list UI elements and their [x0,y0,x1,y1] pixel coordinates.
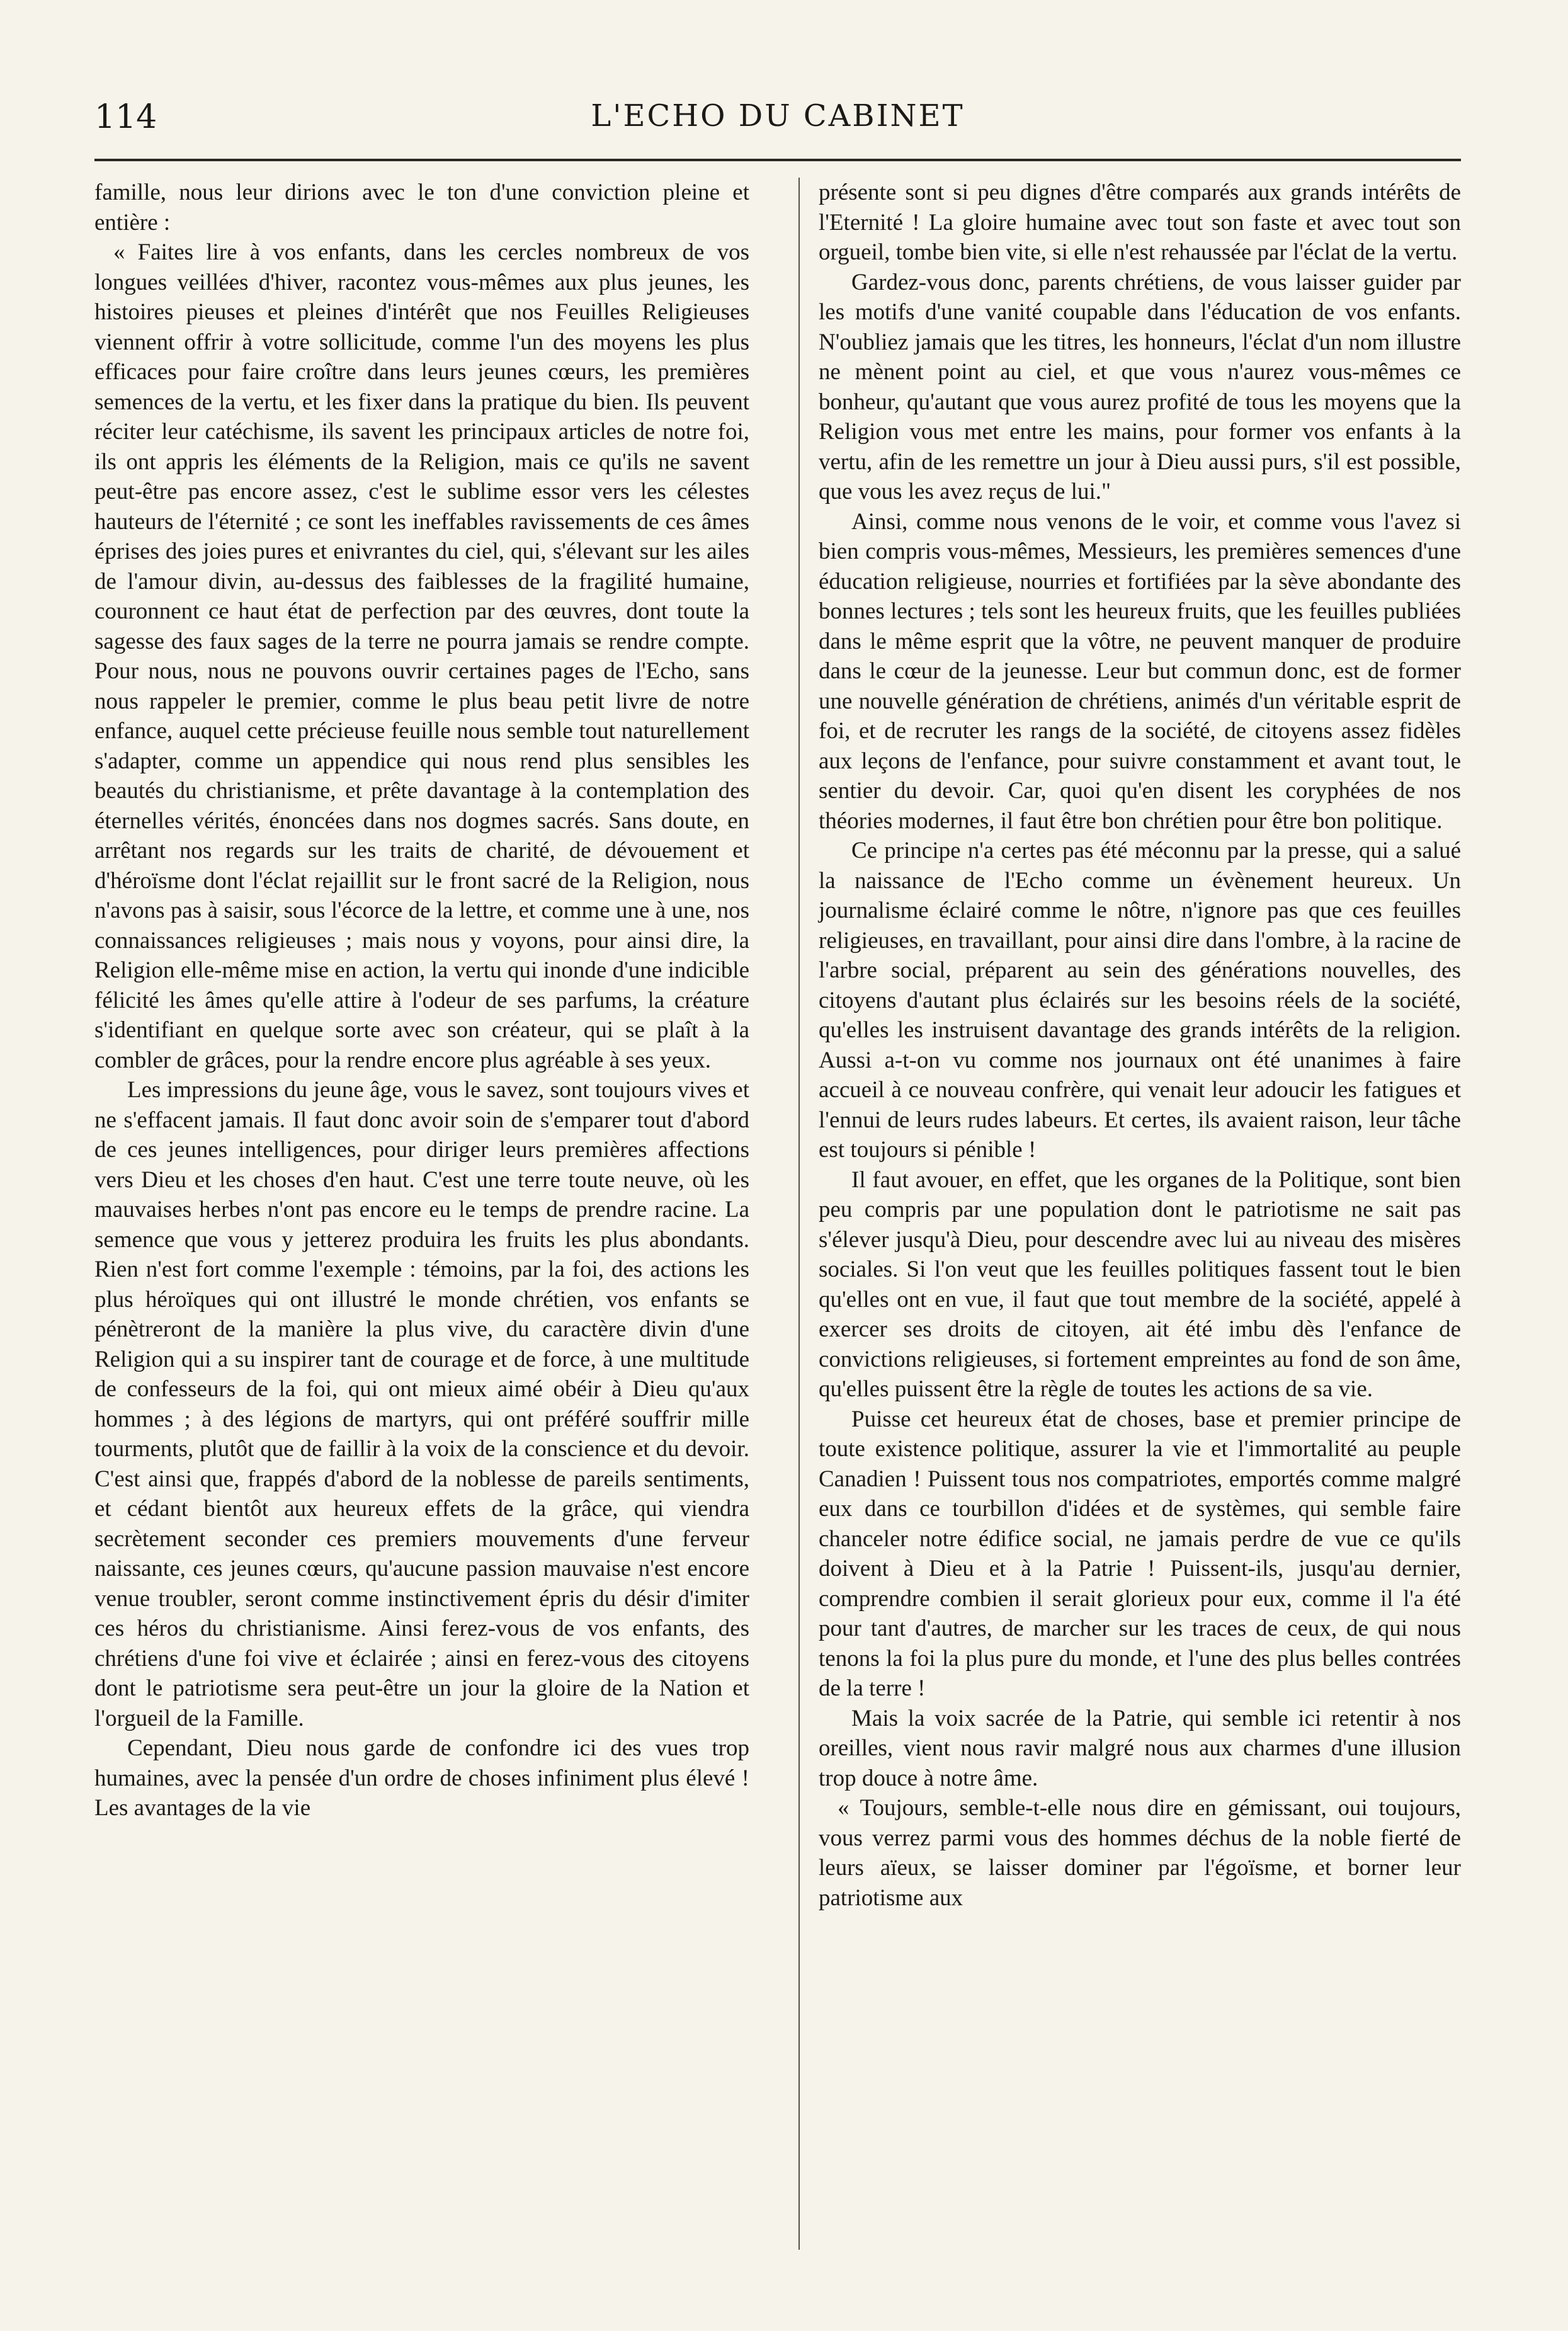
paragraph: « Faites lire à vos enfants, dans les cercles nombreux de vos longues veillées d'hiver, racontez vous-mêmes aux plus jeunes, les histoires pieuses et pleines d'intérêt que nos Feuilles Religieuses viennent offrir à votre sollicitude, comme l'un des moyens les plus efficaces pour faire croître dans leurs jeunes cœurs, les premières semences de la vertu, et les fixer dans la pratique du bien. Ils peuvent réciter leur catéchisme, ils savent les principaux articles de notre foi, ils ont appris les éléments de la Religion, mais ce qu'ils ne savent peut-être pas encore assez, c'est le sublime essor vers les célestes hauteurs de l'éternité ; ce sont les ineffables ravissements de ces âmes éprises des joies pures et enivrantes du ciel, qui, s'élevant sur les ailes de l'amour divin, au-dessus des faiblesses de la fragilité humaine, couronnent ce haut état de perfection par des œuvres, dont toute la sagesse des faux sages de la terre ne pourra jamais se rendre compte. Pour nous, nous ne pouvons ouvrir certaines pages de l'Echo, sans nous rappeler le premier, comme le plus beau petit livre de notre enfance, auquel cette précieuse feuille nous semble tout naturellement s'adapter, comme un appendice qui nous rend plus sensibles les beautés du christianisme, et prête davantage à la contemplation des éternelles vérités, énoncées dans nos dogmes sacrés. Sans doute, en arrêtant nos regards sur les traits de charité, de dévouement et d'héroïsme dont l'éclat rejaillit sur le front sacré de la Religion, nous n'avons pas à saisir, sous l'écorce de la lettre, et comme une à une, nos connaissances religieuses ; mais nous y voyons, pour ainsi dire, la Religion elle-même mise en action, la vertu qui inonde d'une indicible félicité les âmes qu'elle attire à l'odeur de ses parfums, la créature s'identifiant en quelque sorte avec son créateur, qui se plaît à la combler de grâces, pour la rendre encore plus agréable à ses yeux. [94,239,749,1073]
right-column [798,178,1461,2250]
left-column [94,178,749,2250]
paragraph: « Toujours, semble-t-elle nous dire en gémissant, oui toujours, vous verrez parmi vous des hommes déchus de la noble fierté de leurs aïeux, se laisser dominer par l'égoïsme, et borner leur patriotisme aux [819,1795,1461,1911]
paragraph: Il faut avouer, en effet, que les organes de la Politique, sont bien peu compris par une population dont le patriotisme ne sait pas s'élever jusqu'à Dieu, pour descendre avec lui au niveau des misères sociales. Si l'on veut que les feuilles politiques fassent tout le bien qu'elles ont en vue, il faut que tout membre de la société, appelé à exercer ses droits de citoyen, ait été imbu dès l'enfance de convictions religieuses, si fortement empreintes au fond de son âme, qu'elles puissent être la règle de toutes les actions de sa vie. [819,1166,1461,1402]
paragraph: Cependant, Dieu nous garde de confondre ici des vues trop humaines, avec la pensée d'un ordre de choses infiniment plus élevé ! Les avantages de la vie [94,1735,749,1821]
text-columns [94,178,1461,2250]
page-number: 114 [94,98,157,136]
paragraph: Mais la voix sacrée de la Patrie, qui semble ici retentir à nos oreilles, vient nous ravir malgré nous aux charmes d'une illusion trop douce à notre âme. [819,1705,1461,1791]
paragraph: Les impressions du jeune âge, vous le savez, sont toujours vives et ne s'effacent jamais. Il faut donc avoir soin de s'emparer tout d'abord de ces jeunes intelligences, pour diriger leurs premières affections vers Dieu et les choses d'en haut. C'est une terre toute neuve, où les mauvaises herbes n'ont pas encore eu le temps de prendre racine. La semence que vous y jetterez produira les fruits les plus abondants. Rien n'est fort comme l'exemple : témoins, par la foi, des actions les plus héroïques qui ont illustré le monde chrétien, vos enfants se pénètreront de la manière la plus vive, du caractère divin d'une Religion qui a su inspirer tant de courage et de force, à une multitude de confesseurs de la foi, qui ont mieux aimé obéir à Dieu qu'aux hommes ; à des légions de martyrs, qui ont préféré souffrir mille tourments, plutôt que de faillir à la voix de la conscience et du devoir. C'est ainsi que, frappés d'abord de la noblesse de pareils sentiments, et cédant bientôt aux heureux effets de la grâce, qui viendra secrètement seconder ces premiers mouvements d'une ferveur naissante, ces jeunes cœurs, qu'aucune passion mauvaise n'est encore venue troubler, seront comme instinctivement épris du désir d'imiter ces héros du christianisme. Ainsi ferez-vous de vos enfants, des chrétiens d'une foi vive et éclairée ; ainsi en ferez-vous des citoyens dont le patriotisme sera peut-être un jour la gloire de la Nation et l'orgueil de la Famille. [94,1077,749,1731]
paragraph: Puisse cet heureux état de choses, base et premier principe de toute existence politique, assurer la vie et l'immortalité au peuple Canadien ! Puissent tous nos compatriotes, emportés comme malgré eux dans ce tourbillon d'idées et de systèmes, qui semble faire chanceler notre édifice social, ne jamais perdre de vue ce qu'ils doivent à Dieu et à la Patrie ! Puissent-ils, jusqu'au dernier, comprendre combien il serait glorieux pour eux, comme il l'a été pour tant d'autres, de marcher sur les traces de ceux, de qui nous tenons la foi la plus pure du monde, et l'une des plus belles contrées de la terre ! [819,1406,1461,1701]
paragraph: famille, nous leur dirions avec le ton d'une conviction pleine et entière : [94,180,749,236]
paragraph: Ce principe n'a certes pas été méconnu par la presse, qui a salué la naissance de l'Echo comme un évènement heureux. Un journalisme éclairé comme le nôtre, n'ignore pas que ces feuilles religieuses, en travaillant, pour ainsi dire dans l'ombre, à la racine de l'arbre social, préparent au sein des générations nouvelles, des citoyens d'autant plus éclairés sur les besoins réels de la société, qu'elles les instruisent davantage des grands intérêts de la religion. Aussi a-t-on vu comme nos journaux ont été unanimes à faire accueil à ce nouveau confrère, qui venait leur adoucir les fatigues et l'ennui de leurs rudes labeurs. Et certes, ils avaient raison, leur tâche est toujours si pénible ! [819,838,1461,1163]
paragraph: présente sont si peu dignes d'être comparés aux grands intérêts de l'Eternité ! La gloire humaine avec tout son faste et avec tout son orgueil, tombe bien vite, si elle n'est rehaussée par l'éclat de la vertu. [819,180,1461,265]
running-title: L'ECHO DU CABINET [591,98,965,134]
paragraph: Gardez-vous donc, parents chrétiens, de vous laisser guider par les motifs d'une vanité coupable dans l'éducation de vos enfants. N'oubliez jamais que les titres, les honneurs, l'éclat d'un nom illustre ne mènent point au ciel, et que vous n'aurez vous-mêmes ce bonheur, qu'autant que vous aurez profité de tous les moyens que la Religion vous met entre les mains, pour former vos enfants à la vertu, afin de les remettre un jour à Dieu aussi purs, s'il est possible, que vous les avez reçus de lui." [819,269,1461,504]
paragraph: Ainsi, comme nous venons de le voir, et comme vous l'avez si bien compris vous-mêmes, Messieurs, les premières semences d'une éducation religieuse, nourries et fortifiées par la sève abondante des bonnes lectures ; tels sont les heureux fruits, que les feuilles publiées dans le même esprit que la vôtre, ne peuvent manquer de produire dans le cœur de la jeunesse. Leur but commun donc, est de former une nouvelle génération de chrétiens, animés d'un véritable esprit de foi, et de recruter les rangs de la société, de citoyens assez fidèles aux leçons de l'enfance, pour suivre constamment et avant tout, le sentier du devoir. Car, quoi qu'en disent les coryphées de nos théories modernes, il faut être bon chrétien pour être bon politique. [819,508,1461,834]
journal-page [94,98,1461,2255]
page-header [94,98,1461,151]
header-rule [94,159,1461,161]
